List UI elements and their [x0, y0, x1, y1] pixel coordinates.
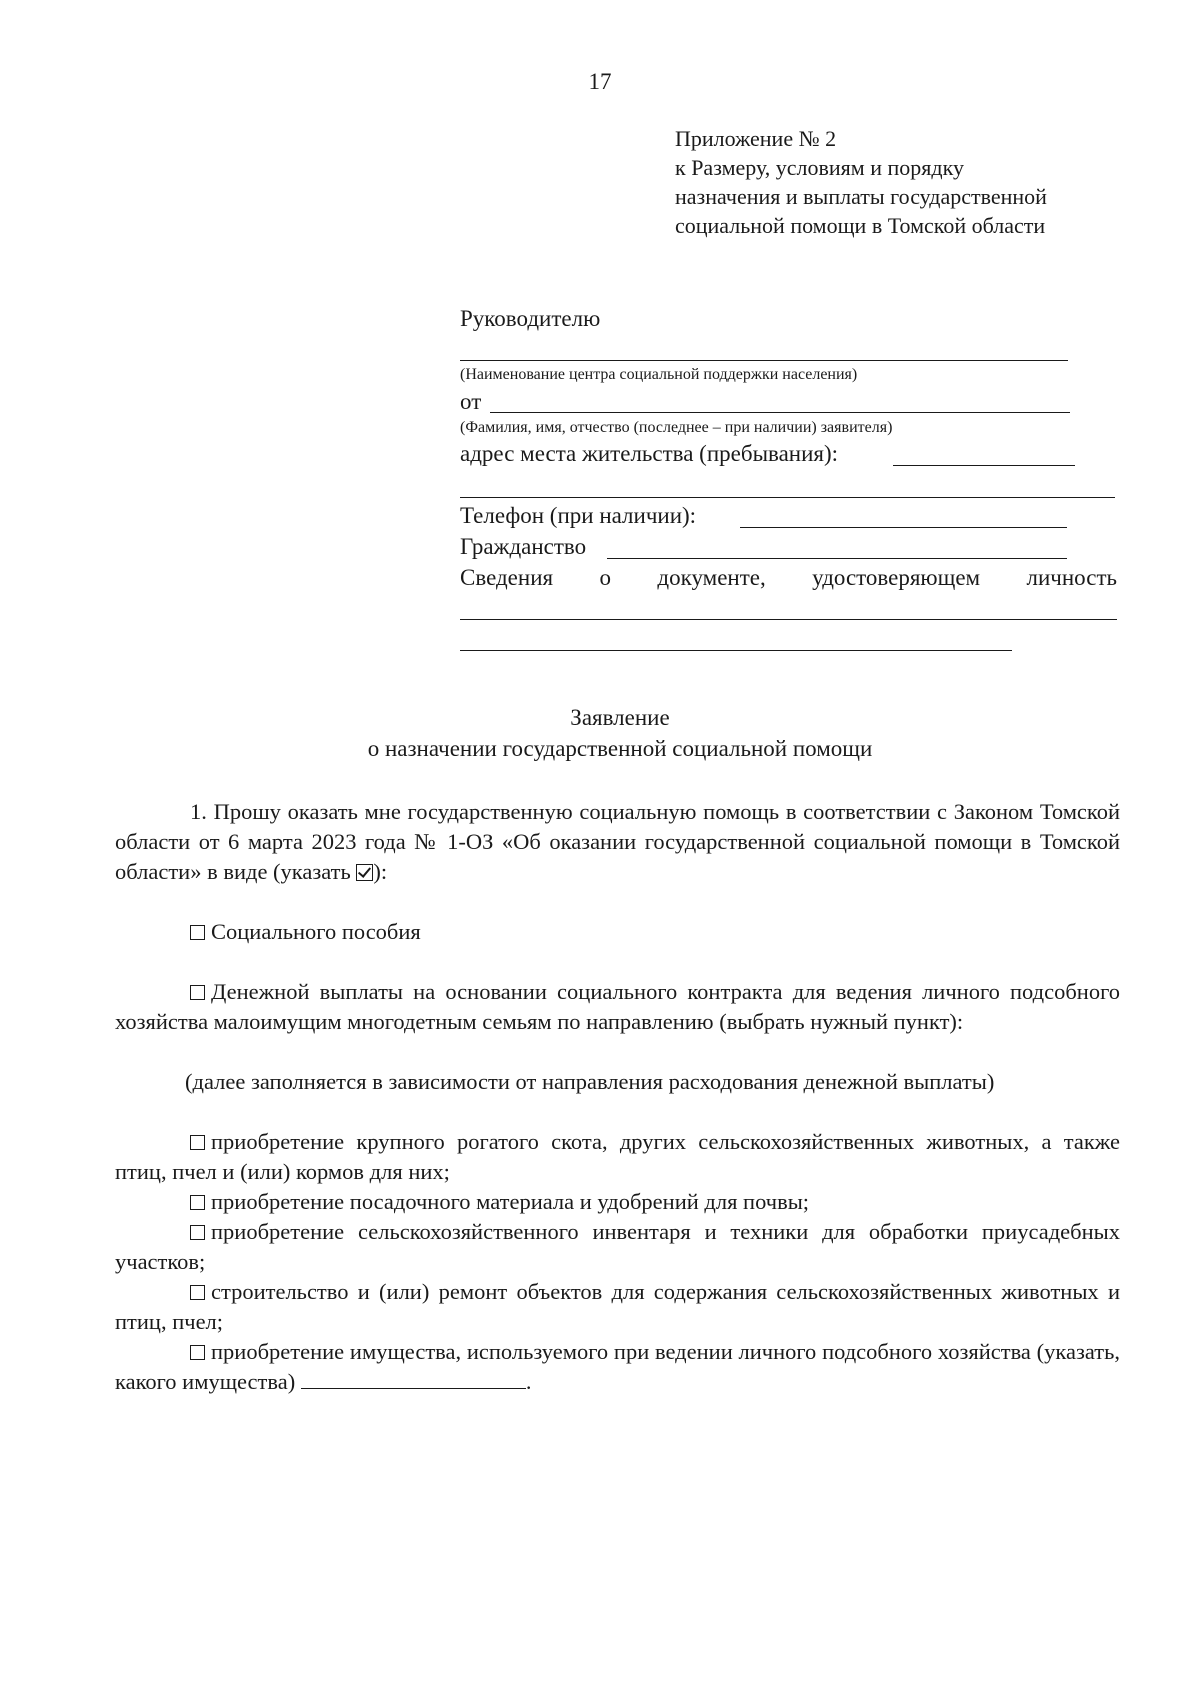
citizenship-field-line[interactable] [607, 558, 1067, 559]
property-field-line[interactable] [301, 1368, 526, 1389]
address-field-line-1[interactable] [893, 465, 1075, 466]
applicant-name-hint: (Фамилия, имя, отчество (последнее – при наличии) заявителя) [460, 419, 893, 436]
checkbox-contract-payment[interactable] [190, 985, 205, 1000]
identity-document-field-line-1[interactable] [460, 619, 1117, 620]
center-name-hint: (Наименование центра социальной поддержки населения) [460, 366, 858, 383]
center-name-field-line[interactable] [460, 360, 1068, 361]
direction-item-3: приобретение сельскохозяйственного инвентаря и техники для обработки приусадебных участков; [115, 1219, 1120, 1274]
statement-title: Заявление [570, 705, 670, 730]
addressee-to-label: Руководителю [460, 306, 601, 331]
address-label: адрес места жительства (пребывания): [460, 441, 839, 466]
option-contract-payment: Денежной выплаты на основании социального контракта для ведения личного подсобного хозяйства малоимущим многодетным семьям по направлению (выбрать нужный пункт): [115, 979, 1120, 1034]
identity-document-field-line-2[interactable] [460, 650, 1012, 651]
checkbox-direction-2[interactable] [190, 1195, 205, 1210]
identity-document-label: Сведения о документе, удостоверяющем личность [460, 565, 1117, 590]
direction-item-1: приобретение крупного рогатого скота, других сельскохозяйственных животных, а также птиц, пчел и (или) кормов для них; [115, 1129, 1120, 1184]
appendix-line-4: социальной помощи в Томской области [675, 213, 1046, 238]
citizenship-label: Гражданство [460, 534, 587, 559]
option-social-benefit: Социального пособия [115, 917, 1120, 947]
applicant-name-field-line[interactable] [490, 412, 1070, 413]
phone-field-line[interactable] [740, 527, 1067, 528]
appendix-line-2: к Размеру, условиям и порядку [675, 155, 964, 180]
from-label: от [460, 389, 482, 414]
checkbox-social-benefit[interactable] [190, 925, 205, 940]
checkbox-direction-4[interactable] [190, 1285, 205, 1300]
appendix-line-3: назначения и выплаты государственной [675, 184, 1047, 209]
phone-label: Телефон (при наличии): [460, 503, 697, 528]
page-number: 17 [588, 69, 612, 94]
direction-item-5: приобретение имущества, используемого при ведении личного подсобного хозяйства (указать, какого имущества) . [115, 1339, 1120, 1394]
appendix-line-1: Приложение № 2 [675, 126, 837, 151]
checkbox-direction-5[interactable] [190, 1345, 205, 1360]
direction-item-2: приобретение посадочного материала и удобрений для почвы; [115, 1187, 1120, 1217]
address-field-line-2[interactable] [460, 497, 1115, 498]
checkbox-direction-1[interactable] [190, 1135, 205, 1150]
checked-checkbox-icon [356, 864, 373, 881]
direction-item-4: строительство и (или) ремонт объектов для содержания сельскохозяйственных животных и птиц, пчел; [115, 1279, 1120, 1334]
statement-subtitle: о назначении государственной социальной помощи [367, 736, 873, 761]
request-paragraph: 1. Прошу оказать мне государственную социальную помощь в соответствии с Законом Томской области от 6 марта 2023 года № 1-ОЗ «Об оказании государственной социальной помощи в Томской области» в виде (указать ): [115, 799, 1120, 884]
direction-note: (далее заполняется в зависимости от направления расходования денежной выплаты) [185, 1069, 995, 1094]
checkbox-direction-3[interactable] [190, 1225, 205, 1240]
